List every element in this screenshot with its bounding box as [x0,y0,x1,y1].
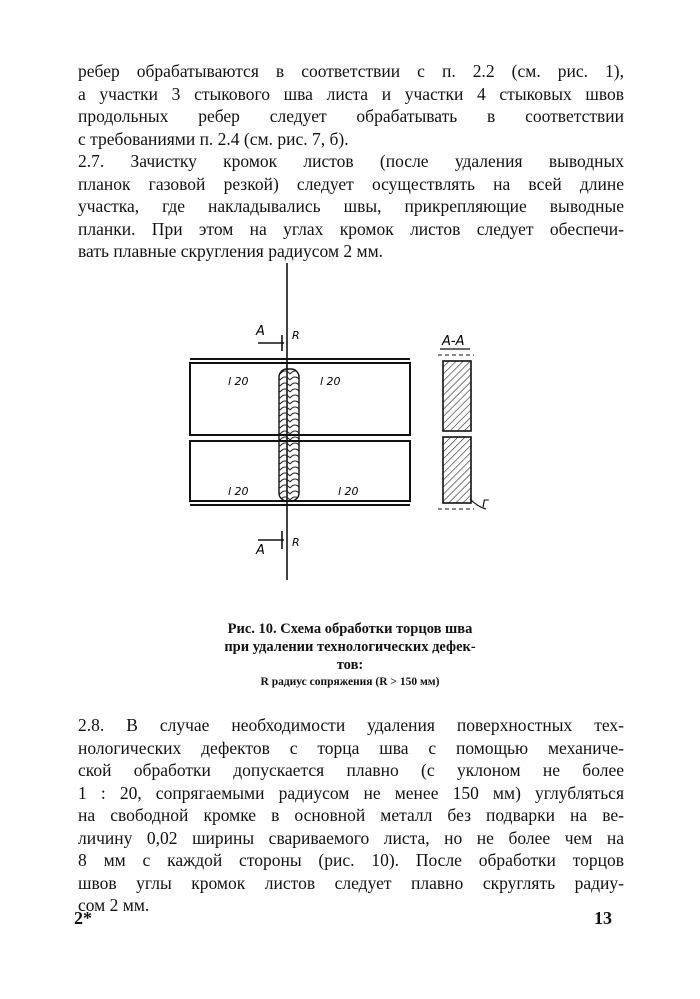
cut-mark-bottom [255,531,300,558]
text-line: планок газовой резкой) следует осуществлять на всей длине [78,173,624,194]
plate-label: l 20 [228,375,249,388]
text-line: 2.8. В случае необходимости удаления поверхностных тех- [78,715,624,735]
cut-label-bottom: А [256,543,265,558]
cut-label-top: А [256,324,265,339]
radius-label-top: R [292,329,300,342]
paragraph-2-7 [78,150,624,263]
signature-mark: 2* [74,908,92,928]
corner-label: г [482,496,489,511]
text-line: швов углы кромок листов следует плавно скруглять радиу- [78,872,624,893]
plate-label: l 20 [228,485,249,498]
text-line: на свободной кромке в основной металл без подварки на ве- [78,805,624,825]
section-a-a [438,334,489,511]
paragraph-continuation [78,60,624,150]
text-line: а участки 3 стыкового шва листа и участки 4 стыковых швов [78,83,624,104]
text-line: ской обработки допускается плавно (с уклоном не более [78,760,624,780]
figure-caption-line: Рис. 10. Схема обработки торцов шва [227,621,473,637]
text-line: 2.7. Зачистку кромок листов (после удаления выводных [78,151,624,171]
page-number: 13 [594,908,612,928]
text-line: вать плавные скругления радиусом 2 мм. [78,241,384,261]
text-line: продольных ребер следует обрабатывать в соответствии [78,106,624,126]
plate-label: l 20 [338,485,359,498]
figure-10-weld-diagram [180,255,500,585]
text-line: с требованиями п. 2.4 (см. рис. 7, б). [78,128,349,149]
text-line: планки. При этом на углах кромок листов следует обеспечи- [78,218,624,239]
plate-bottom [190,441,410,505]
paragraph-2-8 [78,714,624,917]
section-label: А-А [442,334,465,349]
plate-top [190,359,410,435]
text-line: участка, где накладывались швы, прикрепляющие выводные [78,196,624,216]
cut-mark-top [255,324,300,351]
text-line: 8 мм с каждой стороны (рис. 10). После обработки торцов [78,850,624,870]
text-line: ребер обрабатываются в соответствии с п. 2.2 (см. рис. 1), [78,61,624,81]
text-line: сом 2 мм. [78,895,150,915]
plate-label: l 20 [320,375,341,388]
text-line: личину 0,02 ширины свариваемого листа, но не более чем на [78,827,624,848]
figure-legend: R радиус сопряжения (R > 150 мм) [260,676,440,688]
weld-seam [279,369,299,501]
text-line: нологических дефектов с торца шва с помощью механиче- [78,737,624,758]
radius-label-bottom: R [292,536,300,549]
text-line: 1 : 20, сопрягаемыми радиусом не менее 150 мм) углубляться [78,782,624,803]
figure-caption-line: тов: [336,657,364,673]
figure-caption-line: при удалении технологических дефек- [224,639,476,655]
